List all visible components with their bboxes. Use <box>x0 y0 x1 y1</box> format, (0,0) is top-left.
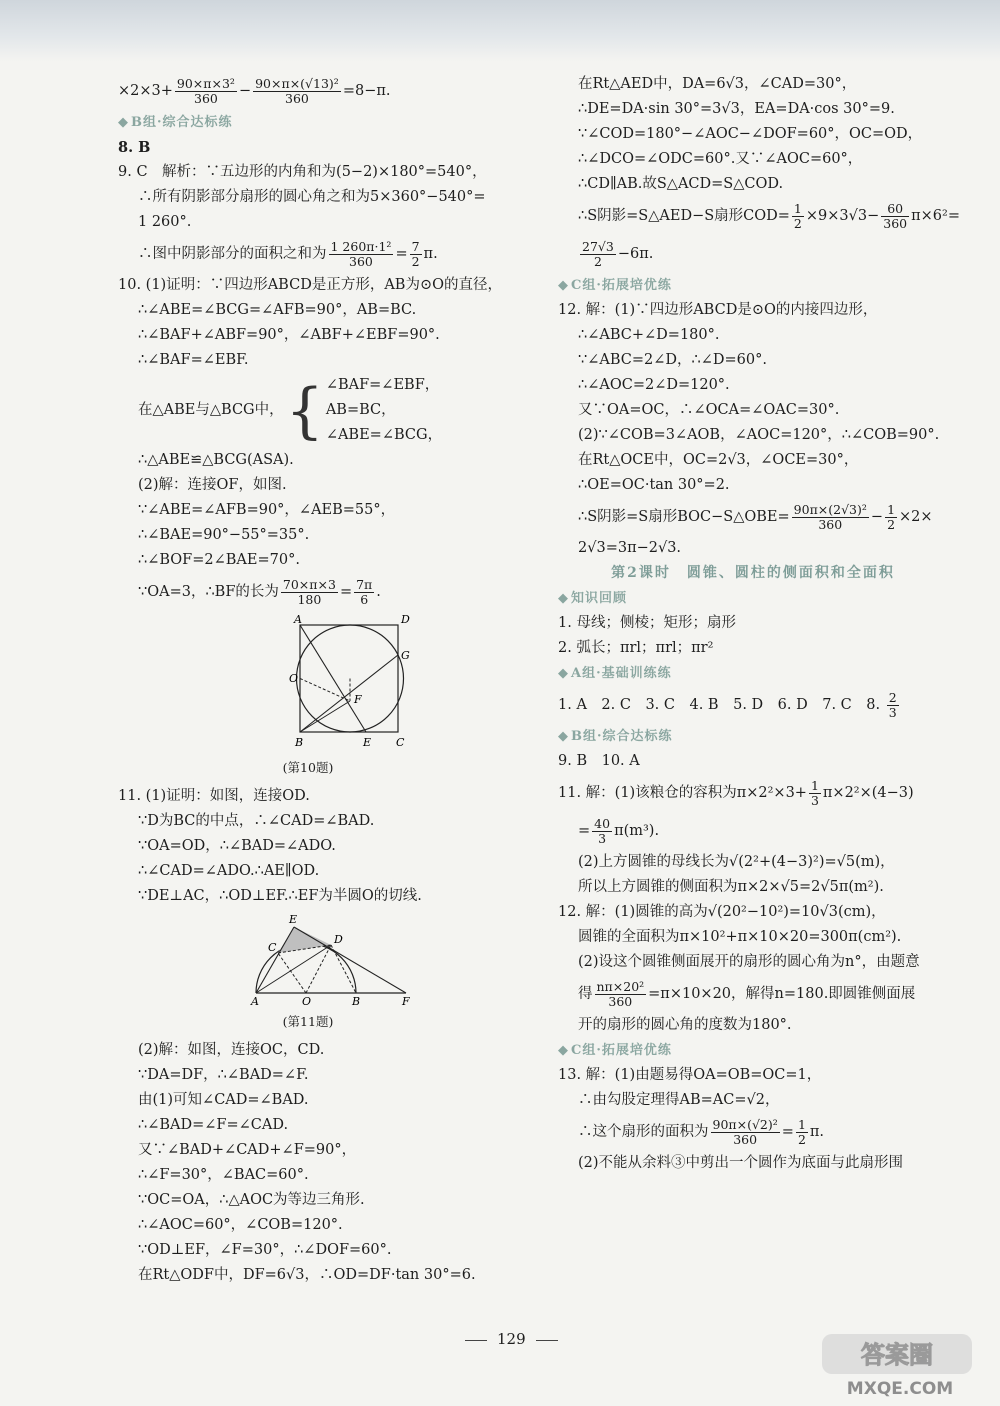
figure-10-caption: (第10题) <box>282 760 334 775</box>
answer-8: 8. B <box>118 139 151 156</box>
left-brace-icon: { <box>285 375 324 446</box>
label-C: C <box>268 941 277 954</box>
answer-9-line: 9. C 解析：∵五边形的内角和为(5−2)×180°=540°， <box>118 164 487 180</box>
fraction: $\frac{1}{2}$ <box>887 501 896 532</box>
fraction: $\frac{\text{90π×(2√3)²}}{360}$ <box>793 501 867 532</box>
answer-9-equation: ∴图中阴影部分的面积之和为 $\frac{\text{1 260π·1²}}{360}$ = $\frac{7}{2}$ π. <box>138 238 438 269</box>
answer-11-line: (2)解：如图，连接OC，CD. <box>138 1042 325 1058</box>
label-O: O <box>302 995 312 1005</box>
answer-10-line: ∴△ABE≌△BCG(ASA). <box>138 452 294 468</box>
answer-13-line: (2)不能从余料③中剪出一个圆作为底面与此扇形围 <box>578 1155 904 1171</box>
fraction: $\frac{\text{nπ×20²}}{360}$ <box>596 978 645 1009</box>
answer-12-line: 在Rt△OCE中，OC=2√3，∠OCE=30°， <box>578 452 859 468</box>
brace-item: AB=BC， <box>325 402 396 418</box>
answer-11-cont: 在Rt△AED中，DA=6√3，∠CAD=30°， <box>578 76 857 92</box>
label-G: G <box>401 649 410 662</box>
label-A: A <box>294 615 302 626</box>
fraction: $\frac{\text{90×π×3²}}{360}$ <box>176 75 235 106</box>
fraction: $\frac{27√3}{2}$ <box>582 238 614 269</box>
answer-11-cont: ∴∠DCO=∠ODC=60°.又∵∠AOC=60°， <box>578 151 863 167</box>
label-B: B <box>295 736 304 749</box>
answer-12r-line: 圆锥的全面积为π×10²+π×10×20=300π(cm²). <box>578 929 902 945</box>
fraction: $\frac{1}{2}$ <box>797 1116 806 1147</box>
section-heading-b2: ◆ B组·综合达标练 <box>558 724 948 749</box>
section-heading-c2: ◆ C组·拓展培优练 <box>558 1038 948 1063</box>
fraction: $\frac{60}{360}$ <box>883 200 908 231</box>
answer-12r-line: 12. 解：(1)圆锥的高为√(20²−10²)=10√3(cm)， <box>558 904 886 920</box>
section-heading-b: ◆ B组·综合达标练 <box>118 110 498 135</box>
label-A: A <box>251 995 259 1005</box>
fraction: $\frac{7}{2}$ <box>411 238 420 269</box>
watermark-logo <box>820 1330 990 1400</box>
answer-11-line: ∴∠BAD=∠F=∠CAD. <box>138 1117 289 1133</box>
answer-11-line: ∵OC=OA，∴△AOC为等边三角形. <box>138 1192 365 1208</box>
shaded-area-equation: ∴S阴影=S△AED−S扇形COD= $\frac{1}{2}$ ×9×3√3− $\frac{60}{360}$ π×6²= <box>578 200 960 231</box>
answer-11-line: 由(1)可知∠CAD=∠BAD. <box>138 1092 309 1108</box>
answer-11r-line: (2)上方圆锥的母线长为√(2²+(4−3)²)=√5(m)， <box>578 854 895 870</box>
answer-12-line: 又∵OA=OC，∴∠OCA=∠OAC=30°. <box>578 402 840 418</box>
congruence-system: 在△ABE与△BCG中， { ∠BAF=∠EBF， AB=BC， ∠ABE=∠BCG， <box>118 373 498 448</box>
label-D: D <box>334 933 343 946</box>
left-column <box>118 72 502 1288</box>
brace-item: ∠BAF=∠EBF， <box>325 377 440 393</box>
equation-line <box>118 72 498 110</box>
fraction: $\frac{\text{90×π×(√13)²}}{360}$ <box>255 75 339 106</box>
section-heading-c: ◆ C组·拓展培优练 <box>558 273 948 298</box>
answer-11-line: ∴∠CAD=∠ADO.∴AE∥OD. <box>138 863 320 879</box>
page-number: 129 <box>455 1330 568 1348</box>
answer-10-line: ∴∠BAF=∠EBF. <box>138 352 249 368</box>
label-E: E <box>289 913 298 926</box>
label-C: C <box>396 736 405 749</box>
answer-10-line: ∴∠ABE=∠BCG=∠AFB=90°，AB=BC. <box>138 302 417 318</box>
answer-11-line: 又∵∠BAD+∠CAD+∠F=90°， <box>138 1142 357 1158</box>
answer-10-line: ∴∠BOF=2∠BAE=70°. <box>138 552 300 568</box>
answer-11-cont: ∵∠COD=180°−∠AOC−∠DOF=60°，OC=OD， <box>578 126 923 142</box>
svg-text:答案圈: 答案圈 <box>861 1341 933 1369</box>
label-E: E <box>363 736 372 749</box>
expr-text: ×2×3+ <box>118 82 173 99</box>
figure-11-caption: (第11题) <box>282 1014 334 1029</box>
answer-13-line: 13. 解：(1)由题易得OA=OB=OC=1， <box>558 1067 822 1083</box>
answer-11r-line: = $\frac{40}{3}$ π(m³). <box>578 815 660 846</box>
answer-12-line: ∴∠AOC=2∠D=120°. <box>578 377 730 393</box>
answer-13-line: ∴由勾股定理得AB=AC=√2， <box>578 1092 780 1108</box>
svg-text:MXQE.COM: MXQE.COM <box>846 1379 954 1399</box>
fraction: $\frac{2}{3}$ <box>888 689 897 720</box>
figure-11-diagram <box>118 913 498 1005</box>
answer-12-line: ∴∠ABC+∠D=180°. <box>578 327 720 343</box>
answer-11-line: ∵OA=OD，∴∠BAD=∠ADO. <box>138 838 336 854</box>
brace-item: ∠ABE=∠BCG， <box>325 427 443 443</box>
label-D: D <box>401 615 410 626</box>
answer-10-line: 10. (1)证明：∵四边形ABCD是正方形，AB为⊙O的直径， <box>118 277 502 293</box>
knowledge-item: 2. 弧长；πrl；πrl；πr² <box>558 640 714 656</box>
fraction: $\frac{\text{1 260π·1²}}{360}$ <box>330 238 392 269</box>
fraction: $\frac{\text{90π×(√2)²}}{360}$ <box>712 1116 778 1147</box>
answer-11-line: ∵DA=DF，∴∠BAD=∠F. <box>138 1067 309 1083</box>
label-B: B <box>352 995 361 1005</box>
group-b-answers: 9. B 10. A <box>558 753 640 769</box>
answer-9-line: ∴所有阴影部分扇形的圆心角之和为5×360°−540°= <box>138 189 486 205</box>
answer-10-line: ∴∠BAE=90°−55°=35°. <box>138 527 310 543</box>
top-margin-band <box>0 0 1000 62</box>
fraction: $\frac{70\times\pi\times 3}{180}$ <box>282 576 336 607</box>
answer-12-equation: ∴S阴影=S扇形BOC−S△OBE= $\frac{\text{90π×(2√3)²}}{360}$ − $\frac{1}{2}$ ×2× <box>578 501 933 532</box>
answer-10-line: (2)解：连接OF，如图. <box>138 477 287 493</box>
fraction: $\frac{1}{3}$ <box>810 777 819 808</box>
fraction: $\frac{7\pi}{6}$ <box>356 576 373 607</box>
figure-10-diagram <box>118 615 498 755</box>
answer-12-line: (2)∵∠COB=3∠AOB，∠AOC=120°，∴∠COB=90°. <box>578 427 940 443</box>
answer-12r-line: 开的扇形的圆心角的度数为180°. <box>578 1017 792 1033</box>
fraction: $\frac{1}{2}$ <box>793 200 802 231</box>
right-column <box>558 72 960 1176</box>
shaded-area-result: $\frac{27√3}{2}$ −6π. <box>582 238 654 269</box>
answer-12r-line: (2)设这个圆锥侧面展开的扇形的圆心角为n°，由题意 <box>578 954 920 970</box>
answer-12r-line: 得 $\frac{\text{nπ×20²}}{360}$ =π×10×20，解得n=180.即圆锥侧面展 <box>578 978 916 1009</box>
answer-13-equation: ∴这个扇形的面积为 $\frac{\text{90π×(√2)²}}{360}$ = $\frac{1}{2}$ π. <box>578 1116 825 1147</box>
answer-12-line: ∴OE=OC·tan 30°=2. <box>578 477 730 493</box>
lesson-title: 第2课时 圆锥、圆柱的侧面积和全面积 <box>611 565 895 581</box>
label-F: F <box>354 693 362 706</box>
answer-11r-line: 11. 解：(1)该粮仓的容积为π×2²×3+ $\frac{1}{3}$ π×2²×(4−3) <box>558 777 914 808</box>
answer-11-cont: ∴DE=DA·sin 30°=3√3，EA=DA·cos 30°=9. <box>578 101 895 117</box>
answer-11-line: ∵OD⊥EF，∠F=30°，∴∠DOF=60°. <box>138 1242 392 1258</box>
answer-10-line: ∴∠BAF+∠ABF=90°，∠ABF+∠EBF=90°. <box>138 327 440 343</box>
label-F: F <box>402 995 410 1005</box>
answer-12-line: 2√3=3π−2√3. <box>578 540 682 556</box>
answer-11r-line: 所以上方圆锥的侧面积为π×2×√5=2√5π(m²). <box>578 879 884 895</box>
answer-11-line: ∵D为BC的中点，∴∠CAD=∠BAD. <box>138 813 375 829</box>
answer-11-line: ∴∠F=30°，∠BAC=60°. <box>138 1167 309 1183</box>
section-heading-review: ◆ 知识回顾 <box>558 586 948 611</box>
answer-10-arc-length: ∵OA=3，∴BF的长为 $\frac{70\times\pi\times 3}{180}$ = $\frac{7\pi}{6}$ . <box>138 576 381 607</box>
fraction: $\frac{40}{3}$ <box>594 815 611 846</box>
group-a-answers: 1. A 2. C 3. C 4. B 5. D 6. D 7. C 8. $\frac{2}{3}$ <box>558 689 897 720</box>
answer-12-line: 12. 解：(1)∵四边形ABCD是⊙O的内接四边形， <box>558 302 878 318</box>
answer-11-line: 11. (1)证明：如图，连接OD. <box>118 788 310 804</box>
expr-text: =8−π. <box>342 82 391 99</box>
answer-11-line: ∵DE⊥AC，∴OD⊥EF.∴EF为半圆O的切线. <box>138 888 422 904</box>
expr-text: − <box>238 82 252 99</box>
answer-9-line: 1 260°. <box>138 214 192 230</box>
answer-11-line: 在Rt△ODF中，DF=6√3，∴OD=DF·tan 30°=6. <box>138 1267 476 1283</box>
answer-11-line: ∴∠AOC=60°，∠COB=120°. <box>138 1217 343 1233</box>
answer-10-line: ∵∠ABE=∠AFB=90°，∠AEB=55°， <box>138 502 396 518</box>
answer-11-cont: ∴CD∥AB.故S△ACD=S△COD. <box>578 176 784 192</box>
knowledge-item: 1. 母线；侧棱；矩形；扇形 <box>558 615 736 631</box>
label-O: O <box>289 672 299 685</box>
answer-12-line: ∵∠ABC=2∠D，∴∠D=60°. <box>578 352 767 368</box>
section-heading-a: ◆ A组·基础训练练 <box>558 661 948 686</box>
